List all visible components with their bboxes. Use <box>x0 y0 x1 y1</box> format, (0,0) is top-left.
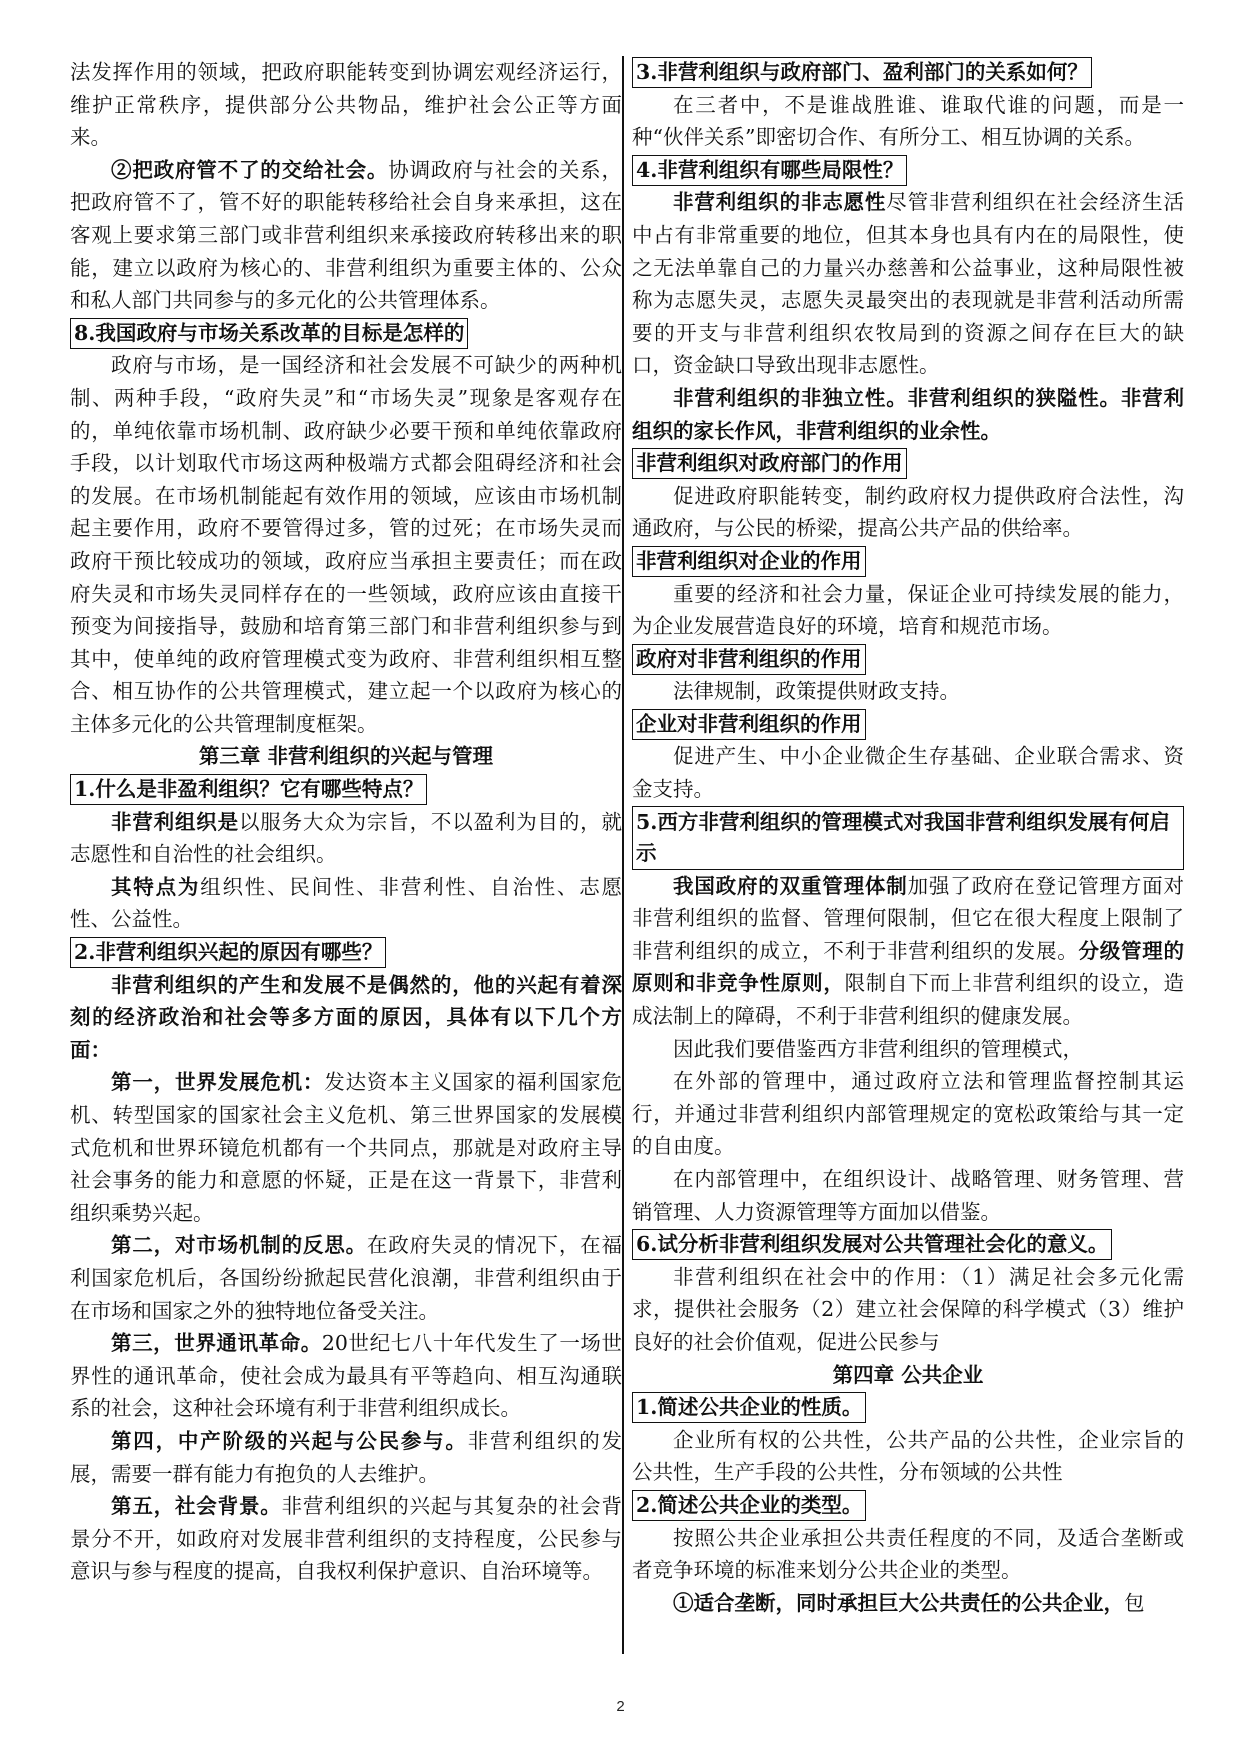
chapter-title-3: 第三章 非营利组织的兴起与管理 <box>198 744 494 769</box>
question-heading-8: 8.我国政府与市场关系改革的目标是怎样的 <box>70 317 622 350</box>
paragraph: 在三者中，不是谁战胜谁、谁取代谁的问题，而是一种“伙伴关系”即密切合作、有所分工、相互协调的关系。 <box>632 92 1184 150</box>
paragraph: ②把政府管不了的交给社会。协调政府与社会的关系，把政府管不了，管不好的职能转移给社会自身来承担，这在客观上要求第三部门或非营利组织来承接政府转移出来的职能，建立以政府为核心的、非营利组织为重要主体的、公众和私人部门共同参与的多元化的公共管理体系。 <box>70 157 623 313</box>
right-column <box>632 56 1184 1619</box>
paragraph: 其特点为组织性、民间性、非营利性、自治性、志愿性、公益性。 <box>70 874 623 932</box>
paragraph: 政府与市场，是一国经济和社会发展不可缺少的两种机制、两种手段，“政府失灵”和“市场失灵”现象是客观存在的，单纯依靠市场机制、政府缺少必要干预和单纯依靠政府手段，以计划取代市场这两种极端方式都会阻碍经济和社会的发展。在市场机制能起有效作用的领域，应该由市场机制起主要作用，政府不要管得过多，管的过死；在市场失灵而政府干预比较成功的领域，政府应当承担主要责任；而在政府失灵和市场失灵同样存在的一些领域，政府应该由直接干预变为间接指导，鼓励和培育第三部门和非营利组织参与到其中，使单纯的政府管理模式变为政府、非营利组织相互整合、相互协作的公共管理模式，建立起一个以政府为核心的主体多元化的公共管理制度框架。 <box>70 353 622 736</box>
paragraph: 在内部管理中，在组织设计、战略管理、财务管理、营销管理、人力资源管理等方面加以借鉴。 <box>632 1167 1184 1224</box>
question-heading-4: 4.非营利组织有哪些局限性？ <box>632 154 1184 187</box>
paragraph: 法律规制，政策提供财政支持。 <box>673 679 960 704</box>
question-heading-3: 3.非营利组织与政府部门、盈利部门的关系如何？ <box>632 56 1184 89</box>
paragraph: 非营利组织的非志愿性尽管非营利组织在社会经济生活中占有非常重要的地位，但其本身也具有内在的局限性，使之无法单靠自己的力量兴办慈善和公益事业，这种局限性被称为志愿失灵，志愿失灵最突出的表现就是非营利活动所需要的开支与非营利组织农牧局到的资源之间存在巨大的缺口，资金缺口导致出现非志愿性。 <box>632 190 1185 378</box>
question-heading-5: 5.西方非营利组织的管理模式对我国非营利组织发展有何启示 <box>632 806 1184 870</box>
chapter-title-4: 第四章 公共企业 <box>832 1362 984 1387</box>
paragraph: 企业所有权的公共性，公共产品的公共性，企业宗旨的公共性，生产手段的公共性，分布领域的公共性 <box>632 1427 1184 1485</box>
section-heading-gov: 非营利组织对政府部门的作用 <box>632 447 1184 480</box>
paragraph: 第一，世界发展危机：发达资本主义国家的福利国家危机、转型国家的国家社会主义危机、第三世界国家的发展模式危机和世界环镜危机都有一个共同点，那就是对政府主导社会事务的能力和意愿的怀疑，正是在这一背景下，非营利组织乘势兴起。 <box>70 1070 623 1225</box>
paragraph: 非营利组织是以服务大众为宗旨，不以盈利为目的，就志愿性和自治性的社会组织。 <box>70 809 623 867</box>
question-heading-ch4-1: 1.简述公共企业的性质。 <box>632 1391 1184 1424</box>
paragraph: 非营利组织在社会中的作用：（1）满足社会多元化需求，提供社会服务（2）建立社会保障的科学模式（3）维护良好的社会价值观，促进公民参与 <box>632 1264 1184 1354</box>
page-number: 2 <box>616 1698 625 1715</box>
section-heading-enterprise: 非营利组织对企业的作用 <box>632 545 1184 578</box>
paragraph: ①适合垄断，同时承担巨大公共责任的公共企业，包 <box>673 1590 1145 1615</box>
section-heading-enterprise-to-npo: 企业对非营利组织的作用 <box>632 708 1184 741</box>
question-heading-1: 1.什么是非盈利组织？它有哪些特点？ <box>70 773 622 806</box>
paragraph: 我国政府的双重管理体制加强了政府在登记管理方面对非营利组织的监督、管理何限制，但它在很大程度上限制了非营利组织的成立，不利于非营利组织的发展。分级管理的原则和非竞争性原则，限制自下而上非营利组织的设立，造成法制上的障碍，不利于非营利组织的健康发展。 <box>632 873 1185 1029</box>
question-heading-ch4-2: 2.简述公共企业的类型。 <box>632 1489 1184 1522</box>
left-column <box>70 56 622 1588</box>
paragraph: 在外部的管理中，通过政府立法和管理监督控制其运行，并通过非营利组织内部管理规定的宽松政策给与其一定的自由度。 <box>632 1069 1184 1159</box>
paragraph: 非营利组织的非独立性。非营利组织的狭隘性。非营利组织的家长作风，非营利组织的业余性。 <box>632 385 1184 443</box>
paragraph: 第二，对市场机制的反思。在政府失灵的情况下，在福利国家危机后，各国纷纷掀起民营化浪潮，非营利组织由于在市场和国家之外的独特地位备受关注。 <box>70 1233 623 1323</box>
paragraph: 按照公共企业承担公共责任程度的不同，及适合垄断或者竞争环境的标准来划分公共企业的类型。 <box>632 1525 1184 1583</box>
paragraph: 因此我们要借鉴西方非营利组织的管理模式， <box>673 1036 1083 1061</box>
paragraph: 第三，世界通讯革命。20世纪七八十年代发生了一场世界性的通讯革命，使社会成为最具有平等趋向、相互沟通联系的社会，这种社会环境有利于非营利组织成长。 <box>70 1331 622 1421</box>
paragraph: 重要的经济和社会力量，保证企业可持续发展的能力，为企业发展营造良好的环境，培育和规范市场。 <box>632 581 1184 639</box>
paragraph: 非营利组织的产生和发展不是偶然的，他的兴起有着深刻的经济政治和社会等多方面的原因，具体有以下几个方面： <box>70 972 622 1062</box>
paragraph: 第五，社会背景。非营利组织的兴起与其复杂的社会背景分不开，如政府对发展非营利组织的支持程度，公民参与意识与参与程度的提高，自我权利保护意识、自治环境等。 <box>70 1494 622 1584</box>
paragraph: 法发挥作用的领域，把政府职能转变到协调宏观经济运行，维护正常秩序，提供部分公共物品，维护社会公正等方面来。 <box>70 60 622 150</box>
section-heading-gov-to-npo: 政府对非营利组织的作用 <box>632 643 1184 676</box>
column-divider <box>622 56 624 1654</box>
paragraph: 促进政府职能转变，制约政府权力提供政府合法性，沟通政府，与公民的桥梁，提高公共产品的供给率。 <box>632 483 1184 541</box>
paragraph: 促进产生、中小企业微企生存基础、企业联合需求、资金支持。 <box>632 744 1184 802</box>
question-heading-2: 2.非营利组织兴起的原因有哪些？ <box>70 936 622 969</box>
paragraph: 第四，中产阶级的兴起与公民参与。非营利组织的发展，需要一群有能力有抱负的人去维护。 <box>70 1428 623 1486</box>
question-heading-6: 6.试分析非营利组织发展对公共管理社会化的意义。 <box>632 1228 1184 1261</box>
